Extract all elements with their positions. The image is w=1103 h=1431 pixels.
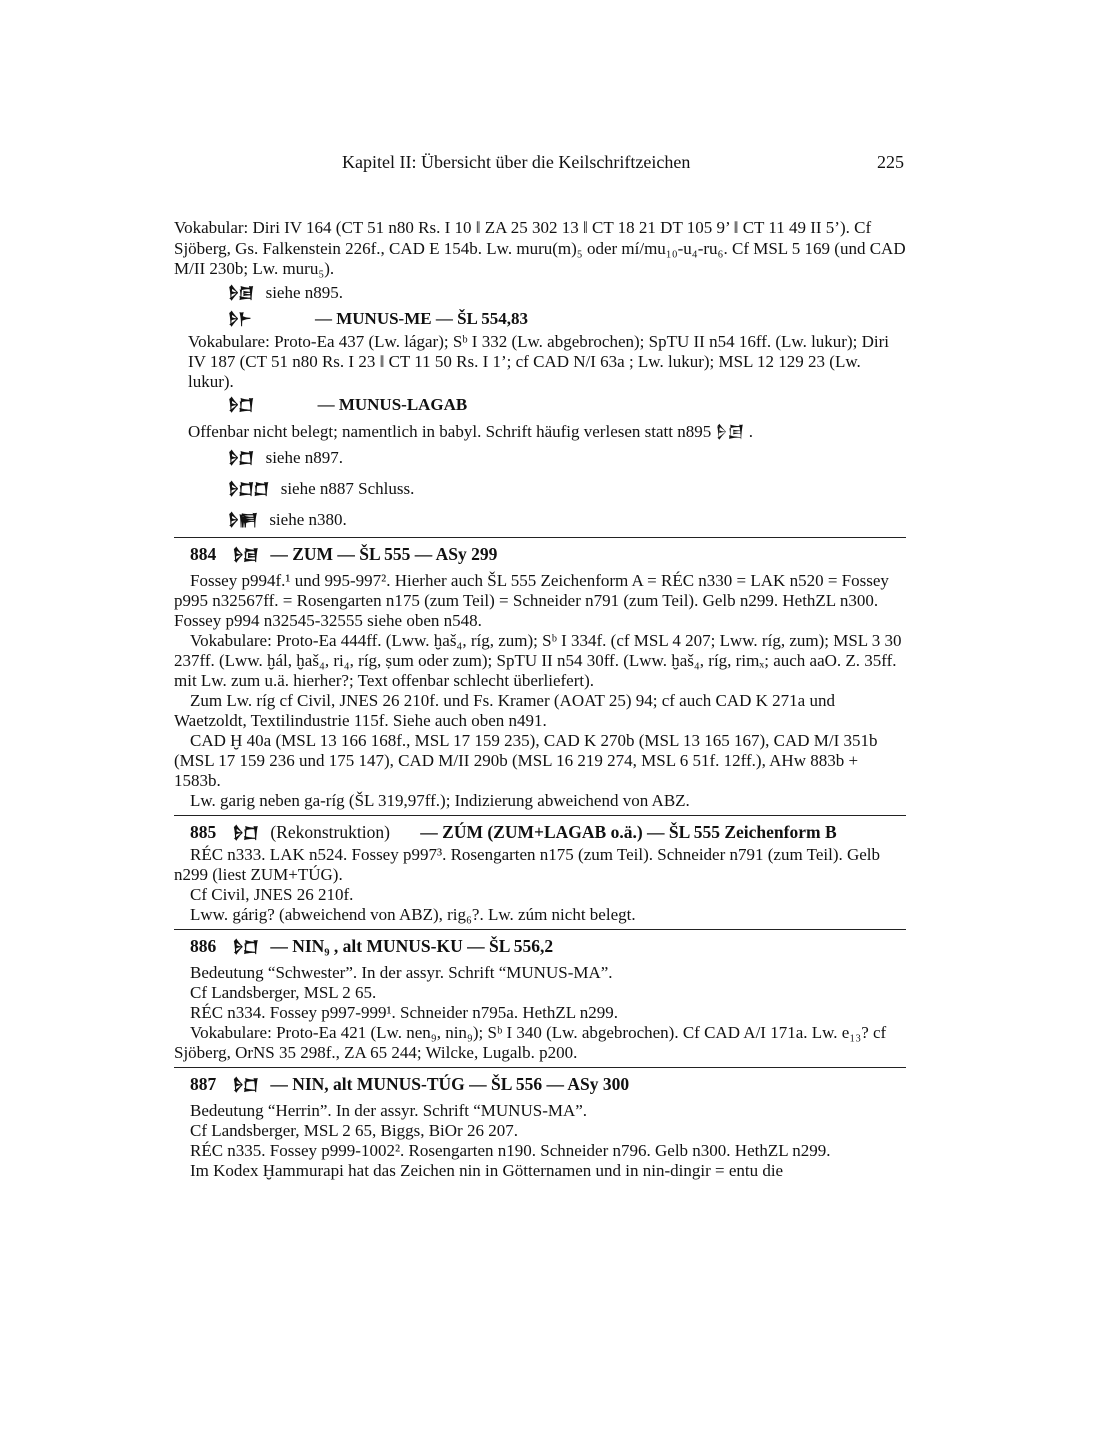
entry-heading-text: — NIN₉ , alt MUNUS-KU — ŠL 556,2 (270, 935, 554, 956)
entry-886 (174, 934, 906, 1063)
cuneiform-sign: 𒊩𒆸 (232, 936, 258, 956)
cuneiform-sign: 𒊩𒌆 (232, 544, 258, 564)
intro-paragraph-2: Vokabulare: Proto-Ea 437 (Lw. lágar); Sᵇ I 332 (Lw. abgebrochen); SpTU II n54 16ff. (Lw. lukur); Diri IV 187 (CT 51 n80 Rs. I 23 ǁ CT 11 50 Rs. I 1’; cf CAD N/I 63a ; Lw. lukur); MSL 12 129 23 (Lw. lukur). (188, 331, 889, 391)
sign-line-text: — MUNUS-ME — ŠL 554,83 (314, 308, 528, 328)
sign-line-2 (174, 306, 906, 332)
entry-heading (174, 1072, 906, 1097)
sign-line-1 (174, 280, 906, 306)
entry-number: 884 (190, 543, 217, 564)
sign-line-text: siehe n887 Schluss. (280, 478, 415, 498)
entry-heading (174, 934, 906, 959)
entry-heading-text: — NIN, alt MUNUS-TÚG — ŠL 556 — ASy 300 (270, 1073, 630, 1094)
divider (174, 1067, 906, 1068)
sign-line-6 (174, 504, 906, 535)
entry-paragraph: Cf Landsberger, MSL 2 65, Biggs, BiOr 26 207. (190, 1120, 518, 1140)
entry-paragraph: Cf Civil, JNES 26 210f. (190, 884, 354, 904)
entry-heading-text: — ZÚM (ZUM+LAGAB o.ä.) — ŠL 555 Zeichenform B (420, 821, 837, 842)
sign-line-text: — MUNUS-LAGAB (317, 394, 468, 414)
cuneiform-sign: 𒊩𒂍 (228, 509, 258, 529)
entry-number: 887 (190, 1073, 217, 1094)
intro-paragraph-1: Vokabular: Diri IV 164 (CT 51 n80 Rs. I 10 ǁ ZA 25 302 13 ǁ CT 18 21 DT 105 9’ ǁ CT 11 49 II 5’). Cf Sjöberg, Gs. Falkenstein 226f., CAD E 154b. Lw. muru(m)₅ oder mí/mu₁₀-u₄-ru₆. Cf MSL 5 169 (und CAD M/II 230b; Lw. muru₅). (174, 218, 906, 278)
entry-paragraph: Lww. gárig? (abweichend von ABZ), rig₆?. Lw. zúm nicht belegt. (190, 904, 636, 924)
entry-heading-text: — ZUM — ŠL 555 — ASy 299 (270, 543, 498, 564)
cuneiform-sign: 𒊩𒆸 (228, 447, 254, 467)
running-header (174, 152, 906, 176)
page-number: 225 (877, 152, 904, 172)
entry-paragraph: Bedeutung “Schwester”. In der assyr. Schrift “MUNUS-MA”. (190, 962, 613, 982)
cuneiform-sign: 𒊩𒆸𒆸 (228, 478, 269, 498)
entry-paragraph: Im Kodex Ḫammurapi hat das Zeichen nin in Götternamen und in nin-dingir = entu die (190, 1160, 784, 1180)
divider (174, 537, 906, 538)
entry-paragraph: RÉC n334. Fossey p997-999¹. Schneider n795a. HethZL n299. (190, 1002, 619, 1022)
entry-paragraph: Zum Lw. ríg cf Civil, JNES 26 210f. und Fs. Kramer (AOAT 25) 94; cf auch CAD K 271a und Waetzoldt, Textilindustrie 115f. Siehe auch oben n491. (174, 690, 835, 730)
cuneiform-sign: 𒊩𒌆 (228, 282, 254, 302)
sign-line-text: siehe n895. (265, 282, 344, 302)
entry-paragraph: Vokabulare: Proto-Ea 421 (Lw. nen₉, nin₉); Sᵇ I 340 (Lw. abgebrochen). Cf CAD A/I 171a. Lw. e₁₃? cf Sjöberg, OrNS 35 298f., ZA 65 244; Wilcke, Lugalb. p200. (174, 1022, 887, 1062)
entry-number: 885 (190, 821, 217, 842)
entry-paragraph: Fossey p994f.¹ und 995-997². Hierher auch ŠL 555 Zeichenform A = RÉC n330 = LAK n520 = Fossey p995 n32567ff. = Rosengarten n175 (zum Teil) = Schneider n791 (zum Teil). Gelb n299. HethZL n300. Fossey p994 n32545-32555 siehe oben n548. (174, 570, 889, 630)
entry-number: 886 (190, 935, 217, 956)
page-body (174, 218, 906, 1181)
entry-paragraph: Bedeutung “Herrin”. In der assyr. Schrift “MUNUS-MA”. (190, 1100, 588, 1120)
entry-885 (174, 820, 906, 925)
divider (174, 815, 906, 816)
cuneiform-sign: 𒊩𒆸 (228, 394, 254, 414)
entry-paragraph: RÉC n333. LAK n524. Fossey p997³. Rosengarten n175 (zum Teil). Schneider n791 (zum Teil). Gelb n299 (liest ZUM+TÚG). (174, 844, 881, 884)
entry-heading-pre: (Rekonstruktion) (270, 821, 390, 842)
sign-line-5 (174, 473, 906, 504)
entry-paragraph: RÉC n335. Fossey p999-1002². Rosengarten n190. Schneider n796. Gelb n300. HethZL n299. (190, 1140, 831, 1160)
entry-heading (174, 542, 906, 567)
divider (174, 929, 906, 930)
sign-line-3 (174, 392, 906, 418)
entry-paragraph: Vokabulare: Proto-Ea 444ff. (Lww. ḫaš₄, ríg, zum); Sᵇ I 334f. (cf MSL 4 207; Lww. ríg, zum); MSL 3 30 237ff. (Lww. ḫál, ḫaš₄, ri₄, ríg, ṣum oder zum); SpTU II n54 30ff. (Lww. ḫaš₄, ríg, rimₓ; auch aaO. Z. 35ff. mit Lw. zum u.ä. hierher?; Text offenbar schlecht überliefert). (174, 630, 902, 690)
entry-paragraph: Lw. garig neben ga-ríg (ŠL 319,97ff.); Indizierung abweichend von ABZ. (190, 790, 690, 810)
chapter-title: Kapitel II: Übersicht über die Keilschriftzeichen (342, 152, 691, 172)
sign-line-text: siehe n897. (265, 447, 344, 467)
entry-887 (174, 1072, 906, 1181)
entry-paragraph: CAD Ḫ 40a (MSL 13 166 168f., MSL 17 159 235), CAD K 270b (MSL 13 165 167), CAD M/I 351b (MSL 17 159 236 und 175 147), CAD M/II 290b (MSL 16 219 274, MSL 6 51f. 12ff.), AHw 883b + 1583b. (174, 730, 878, 790)
entry-paragraph: Cf Landsberger, MSL 2 65. (190, 982, 377, 1002)
cuneiform-sign: 𒊩𒆸 (232, 1074, 258, 1094)
cuneiform-sign: 𒊩𒆸 (232, 822, 258, 842)
entry-884 (174, 542, 906, 811)
entry-heading (174, 820, 906, 845)
sign-line-4 (174, 442, 906, 473)
sign-line-text: siehe n380. (269, 509, 347, 529)
intro-paragraph-3: Offenbar nicht belegt; namentlich in babyl. Schrift häufig verlesen statt n895 𒊩𒌆 . (188, 421, 754, 441)
cuneiform-sign: 𒊩𒈨 (228, 308, 251, 328)
